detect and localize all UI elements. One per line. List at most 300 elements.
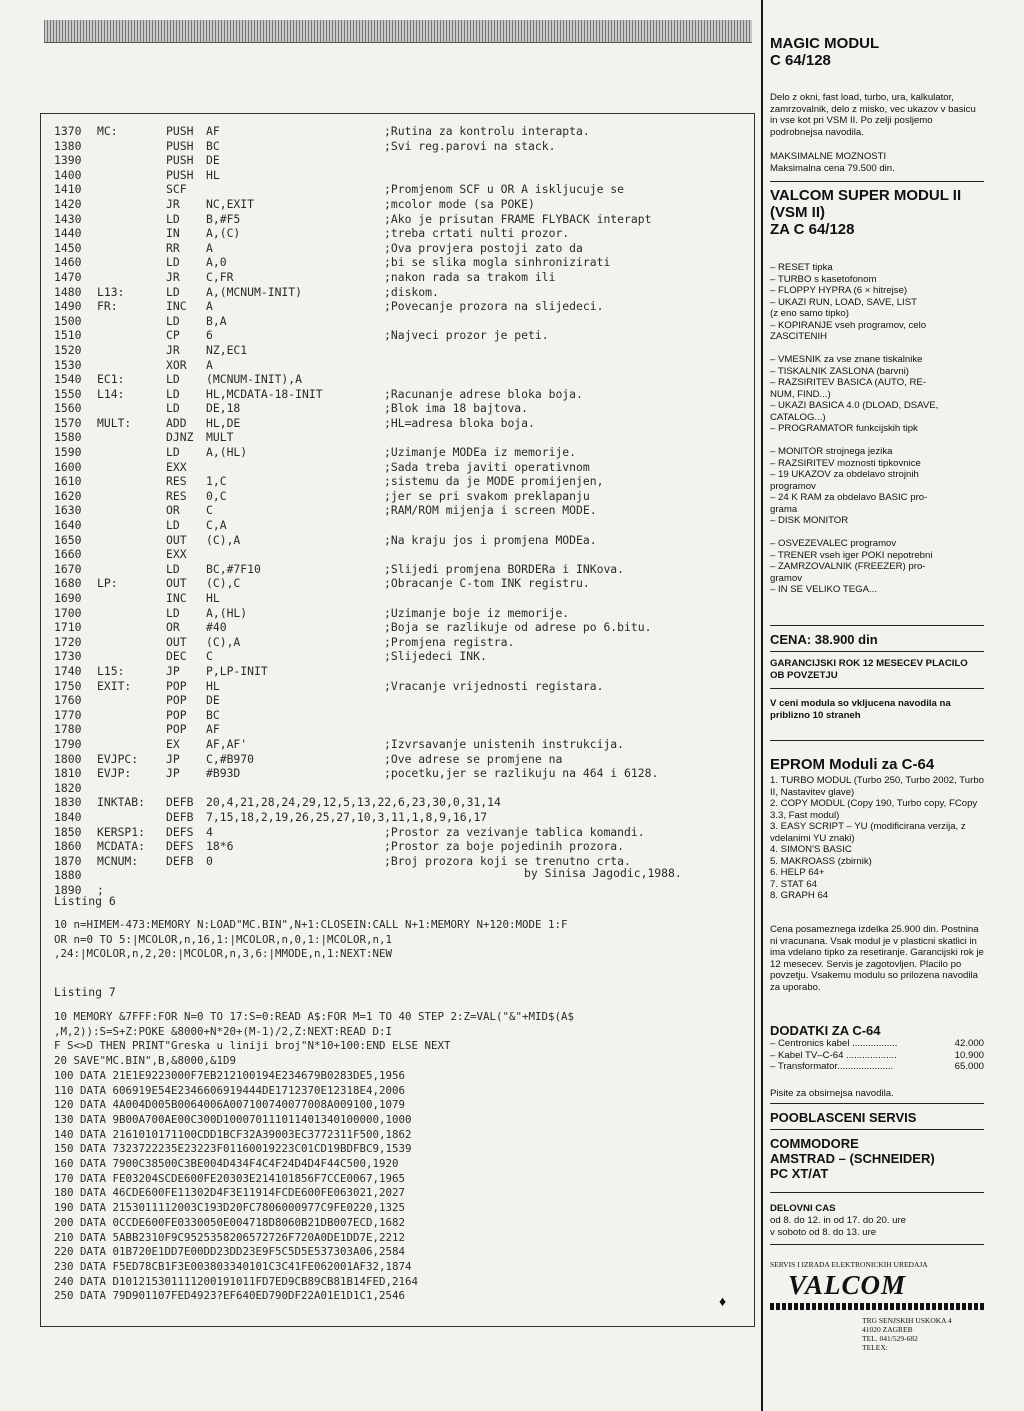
basic-line: ,M,2)):S=S+Z:POKE &8000+N*20+(M-1)/2,Z:NEXT:READ D:I [54,1024,393,1038]
vsm-feature: – UKAZI BASICA 4.0 (DLOAD, DSAVE, [770,400,939,411]
asm-line [54,343,744,358]
asm-label: ; [97,882,104,897]
vsm-feature: – RESET tipka [770,262,833,273]
asm-comment: ;Uzimanje MODEa iz memorije. [384,445,577,460]
asm-line [54,212,744,227]
decorative-top-strip [44,20,752,43]
asm-comment: ;Slijedeci INK. [384,649,487,664]
line-number: 1610 [54,474,82,489]
asm-comment: ;Racunanje adrese bloka boja. [384,386,583,401]
asm-opcode: LD [166,313,180,328]
asm-operand: 4 [206,824,213,839]
line-number: 1510 [54,328,82,343]
line-number: 1450 [54,240,82,255]
asm-comment: ;sistemu da je MODE promijenjen, [384,474,604,489]
asm-opcode: PUSH [166,153,194,168]
asm-line [54,241,744,256]
valcom-logo: VALCOM [788,1270,907,1300]
basic-line: 210 DATA 5ABB2310F9C9525358206572726F720A0DE1DD7E,2212 [54,1230,406,1244]
vsm-feature: – TRENER vseh iger POKI nepotrebni [770,549,933,561]
accessories-price-list [770,1038,984,1073]
accessory-row [770,1061,984,1073]
eprom-module: 5. MAKROASS (zbirnik) [770,855,872,867]
asm-line [54,358,744,373]
divider [770,740,984,741]
asm-comment: ;Broj prozora koji se trenutno crta. [384,853,631,868]
asm-comment: ;RAM/ROM mijenja i screen MODE. [384,503,597,518]
basic-line: 230 DATA F5ED78CB1F3E003803340101C3C41FE062001AF32,1874 [54,1259,412,1273]
vsm-feature: – PROGRAMATOR funkcijskih tipk [770,423,918,434]
line-number: 1720 [54,634,82,649]
asm-comment: ;Vracanje vrijednosti registara. [384,678,604,693]
asm-operand: #40 [206,620,227,635]
line-number: 1660 [54,547,82,562]
company-address: TRG SENJSKIH USKOKA 4 41020 ZAGREB TEL. 041/529-682 TELEX: [862,1316,952,1352]
asm-operand: NC,EXIT [206,196,255,211]
asm-line [54,489,744,504]
listing7-code [54,1010,744,1304]
asm-comment: ;Slijedi promjena BORDERa i INKova. [384,561,625,576]
asm-line [54,285,744,300]
basic-line: OR n=0 TO 5:|MCOLOR,n,16,1:|MCOLOR,n,0,1:|MCOLOR,n,1 [54,932,393,946]
vsm-feature: – TISKALNIK ZASLONA (barvni) [770,365,909,377]
column-divider [761,0,763,1411]
divider [770,651,984,652]
asm-line [54,722,744,737]
asm-comment: ;Rutina za kontrolu interapta. [384,124,590,138]
asm-operand: (C),A [206,634,241,649]
line-number: 1520 [54,342,82,357]
asm-comment: ;Boja se razlikuje od adrese po 6.bitu. [384,620,652,635]
asm-operand: 0 [206,853,213,868]
vsm-feature: – TURBO s kasetofonom [770,273,877,285]
basic-line: 170 DATA FE03204SCDE600FE20303E214101856F7CCE0067,1965 [54,1171,406,1185]
basic-line: 220 DATA 01B720E1DD7E00DD23DD23E9F5C5D5E537303A06,2584 [54,1245,406,1259]
service-title: POOBLASCENI SERVIS [770,1110,917,1125]
asm-operand: DE [206,693,220,708]
asm-label: MULT: [97,415,132,430]
vsm-feature: – VMESNIK za vse znane tiskalnike [770,354,923,365]
asm-comment: ;pocetku,jer se razlikuju na 464 i 6128. [384,766,659,781]
line-number: 1870 [54,853,82,868]
asm-operand: MULT [206,430,234,445]
asm-opcode: JR [166,342,180,357]
asm-comment: ;nakon rada sa trakom ili [384,269,556,284]
line-number: 1540 [54,372,82,387]
line-number: 1790 [54,736,82,751]
basic-line: F S<>D THEN PRINT"Greska u liniji broj"N*10+100:END ELSE NEXT [54,1039,451,1053]
accessory-row [770,1050,984,1062]
hours-title: DELOVNI CAS [770,1203,836,1214]
asm-operand: C,FR [206,269,234,284]
basic-line: 10 MEMORY &7FFF:FOR N=0 TO 17:S=0:READ A$:FOR M=1 TO 40 STEP 2:Z=VAL("&"+MID$(A$ [54,1010,575,1023]
asm-opcode: POP [166,678,187,693]
vsm-feature: programov [770,480,816,492]
asm-opcode: POP [166,707,187,722]
line-number: 1650 [54,532,82,547]
vsm-feature: – IN SE VELIKO TEGA... [770,584,877,595]
vsm-feature: – KOPIRANJE vseh programov, celo [770,319,927,331]
asm-operand: 0,C [206,488,227,503]
line-number: 1580 [54,430,82,445]
working-hours: od 8. do 12. in od 17. do 20. ure v soboto od 8. do 13. ure [770,1215,907,1238]
line-number: 1550 [54,386,82,401]
vsm-feature: – RAZSIRITEV BASICA (AUTO, RE- [770,377,927,388]
basic-line: 120 DATA 4A004D005B0064006A007100740077008A009100,1079 [54,1098,406,1112]
asm-line [54,620,744,635]
basic-line: 160 DATA 7900C38500C3BE004D434F4C4F24D4D4F44C500,1920 [54,1157,399,1171]
asm-operand: 6 [206,328,213,343]
asm-line [54,430,744,445]
asm-opcode: JP [166,751,180,766]
asm-opcode: JR [166,196,180,211]
basic-line: 100 DATA 21E1E9223000F7EB212100194E234679B0283DE5,1956 [54,1068,406,1082]
basic-line: 190 DATA 2153011112003C193D20FC7806000977C9FE0220,1325 [54,1201,406,1215]
asm-opcode: POP [166,693,187,708]
asm-opcode: LD [166,401,180,416]
line-number: 1850 [54,824,82,839]
basic-line: 250 DATA 79D901107FED4923?EF640ED790DF22A01E1D1C1,2546 [54,1289,406,1303]
asm-opcode: LD [166,445,180,460]
asm-line [54,795,744,810]
asm-comment: ;Izvrsavanje unistenih instrukcija. [384,736,625,751]
asm-line [54,299,744,314]
asm-line [54,503,744,518]
asm-opcode: JP [166,663,180,678]
asm-opcode: DEFB [166,853,194,868]
vsm-feature: – RAZSIRITEV moznosti tipkovnice [770,457,921,469]
asm-comment: ;Promjenom SCF u OR A iskljucuje se [384,182,625,197]
eprom-module: 4. SIMON'S BASIC [770,844,852,855]
asm-comment: ;Ove adrese se promjene na [384,751,563,766]
asm-line [54,139,744,154]
asm-comment: ;Sada treba javiti operativnom [384,459,590,474]
asm-opcode: EX [166,736,180,751]
asm-opcode: DEFS [166,824,194,839]
line-number: 1860 [54,839,82,854]
vsm-feature: gramov [770,572,802,584]
asm-line [54,255,744,270]
manual-note: V ceni modula so vkljucena navodila na priblizno 10 straneh [770,698,951,721]
asm-line [54,387,744,402]
asm-operand: HL [206,591,220,605]
asm-operand: A,(C) [206,226,241,241]
divider [770,1244,984,1245]
asm-opcode: LD [166,372,180,387]
divider [770,1103,984,1104]
asm-line [54,445,744,460]
end-marker-icon: ♦ [719,1293,727,1309]
line-number: 1670 [54,561,82,576]
asm-operand: DE,18 [206,401,241,416]
asm-line [54,635,744,650]
asm-opcode: DEFB [166,809,194,824]
asm-line [54,606,744,621]
asm-operand: 18*6 [206,839,234,854]
line-number: 1390 [54,153,82,168]
asm-line [54,518,744,533]
asm-operand: P,LP-INIT [206,663,268,678]
asm-opcode: INC [166,299,187,314]
line-number: 1750 [54,678,82,693]
asm-opcode: PUSH [166,167,194,182]
asm-operand: 20,4,21,28,24,29,12,5,13,22,6,23,30,0,31,14 [206,795,501,810]
divider [770,181,984,182]
asm-opcode: OUT [166,634,187,649]
asm-line [54,401,744,416]
line-number: 1590 [54,445,82,460]
vsm-feature: CATALOG...) [770,411,826,423]
eprom-module-list [770,775,984,902]
vsm-feature: – ZAMRZOVALNIK (FREEZER) pro- [770,561,926,572]
accessories-title: DODATKI ZA C-64 [770,1023,881,1038]
asm-line [54,708,744,723]
asm-label: L13: [97,284,125,299]
asm-comment: ;treba crtati nulti prozor. [384,226,570,241]
asm-line [54,226,744,241]
asm-operand: A,(MCNUM-INIT) [206,284,303,299]
accessory-row [770,1038,984,1050]
asm-operand: C,#B970 [206,751,255,766]
asm-label: MCDATA: [97,839,146,854]
vsm-feature: – 24 K RAM za obdelavo BASIC pro- [770,492,928,503]
asm-label: L15: [97,663,125,678]
eprom-description: Cena posameznega izdelka 25.900 din. Postnina ni vracunana. Vsak modul je v plasticni skatlici in ima vdelano tipko za resetiranje. Garancijski rok je 12 mesecev. Servis je zagotovljen. Placilo po povzetju. Vsakemu modulu so prilozena navodila za uporabo. [770,924,984,993]
asm-comment: ;bi se slika mogla sinhronizirati [384,255,611,270]
vsm-title: VALCOM SUPER MODUL II (VSM II) ZA C 64/128 [770,187,962,238]
line-number: 1840 [54,809,82,824]
asm-line [54,649,744,664]
asm-opcode: RR [166,240,180,255]
asm-line [54,533,744,548]
asm-line [54,474,744,489]
eprom-title: EPROM Moduli za C-64 [770,756,935,773]
asm-line [54,591,744,606]
vsm-feature: – DISK MONITOR [770,515,849,526]
asm-operand: A [206,240,213,255]
asm-operand: #B93D [206,766,241,781]
asm-line [54,737,744,752]
asm-comment: ;Obracanje C-tom INK registru. [384,576,590,591]
asm-label: EC1: [97,372,125,387]
asm-operand: HL,MCDATA-18-INIT [206,386,323,401]
asm-line [54,547,744,562]
asm-opcode: RES [166,488,187,503]
asm-operand: BC,#7F10 [206,561,261,576]
asm-line [54,766,744,781]
asm-opcode: JP [166,766,180,781]
asm-label: L14: [97,386,125,401]
divider [770,1129,984,1130]
line-number: 1460 [54,255,82,270]
asm-comment: ;Prostor za boje pojedinih prozora. [384,839,625,854]
vsm-feature: NUM, FIND...) [770,388,831,400]
line-number: 1410 [54,182,82,197]
line-number: 1500 [54,313,82,328]
basic-line: ,24:|MCOLOR,n,2,20:|MCOLOR,n,3,6:|MMODE,n,1:NEXT:NEW [54,947,393,961]
asm-comment: ;HL=adresa bloka boja. [384,415,535,430]
asm-comment: ;Prostor za vezivanje tablica komandi. [384,824,645,839]
asm-line [54,825,744,840]
asm-line [54,839,744,854]
asm-opcode: DEFS [166,839,194,854]
asm-comment: ;Ova provjera postoji zato da [384,240,583,255]
asm-comment: ;Povecanje prozora na slijedeci. [384,299,604,314]
asm-operand: B,A [206,313,227,328]
author-byline: by Sinisa Jagodic,1988. [524,866,682,880]
asm-line [54,460,744,475]
vsm-feature: – 19 UKAZOV za obdelavo strojnih [770,469,919,480]
line-number: 1830 [54,795,82,810]
asm-operand: (C),C [206,576,241,591]
vsm-feature: – MONITOR strojnega jezika [770,446,893,457]
asm-label: EVJPC: [97,751,139,766]
asm-line [54,168,744,183]
vsm-feature [770,343,984,355]
line-number: 1630 [54,503,82,518]
asm-label: KERSP1: [97,824,146,839]
supported-brands: COMMODORE AMSTRAD – (SCHNEIDER) PC XT/AT [770,1136,935,1181]
asm-opcode: XOR [166,357,187,372]
asm-opcode: OUT [166,532,187,547]
basic-line: 20 SAVE"MC.BIN",B,&8000,&1D9 [54,1054,237,1068]
asm-operand: B,#F5 [206,211,241,226]
asm-operand: BC [206,707,220,722]
line-number: 1440 [54,226,82,241]
line-number: 1560 [54,401,82,416]
asm-operand: AF [206,722,220,737]
asm-operand: HL [206,678,220,693]
eprom-module: 1. TURBO MODUL (Turbo 250, Turbo 2002, Turbo II, Nastavitev glave) [770,775,984,798]
eprom-module: 8. GRAPH 64 [770,890,829,901]
asm-opcode: SCF [166,182,187,197]
line-number: 1770 [54,707,82,722]
line-number: 1730 [54,649,82,664]
listing7-heading: Listing 7 [54,985,116,999]
line-number: 1810 [54,766,82,781]
line-number: 1620 [54,488,82,503]
asm-operand: NZ,EC1 [206,342,248,357]
asm-opcode: DEFB [166,795,194,810]
asm-opcode: LD [166,561,180,576]
basic-line: 200 DATA 0CCDE600FE0330050E004718D8060B21DB007ECD,1682 [54,1215,406,1229]
asm-line [54,576,744,591]
accessory-price: 65.000 [954,1061,984,1072]
asm-comment: ;Najveci prozor je peti. [384,328,549,343]
line-number: 1480 [54,284,82,299]
vsm-feature: – UKAZI RUN, LOAD, SAVE, LIST [770,296,917,308]
asm-opcode: DJNZ [166,430,194,445]
asm-line [54,372,744,387]
line-number: 1400 [54,167,82,182]
asm-line [54,314,744,329]
asm-opcode: EXX [166,547,187,562]
listing6-heading: Listing 6 [54,894,116,908]
asm-operand: HL [206,167,220,182]
basic-line: 150 DATA 7323722235E23223F01160019223C01CD19BDFBC9,1539 [54,1142,412,1156]
asm-opcode: INC [166,591,187,605]
asm-line [54,781,744,796]
basic-line: 10 n=HIMEM-473:MEMORY N:LOAD"MC.BIN",N+1:CLOSEIN:CALL N+1:MEMORY N+120:MODE 1:F [54,918,568,931]
line-number: 1490 [54,299,82,314]
asm-opcode: PUSH [166,138,194,153]
asm-operand: A,(HL) [206,445,248,460]
asm-operand: HL,DE [206,415,241,430]
asm-operand: A,0 [206,255,227,270]
asm-comment: ;Blok ima 18 bajtova. [384,401,529,416]
asm-label: MC: [97,124,118,138]
divider [770,625,984,626]
asm-label: EVJP: [97,766,132,781]
asm-opcode: EXX [166,459,187,474]
assembly-listing [54,124,744,897]
line-number: 1680 [54,576,82,591]
accessory-name: – Transformator..................... [770,1061,894,1072]
vsm-feature: (z eno samo tipko) [770,308,849,319]
accessory-price: 10.900 [954,1049,984,1061]
vsm-feature: – FLOPPY HYPRA (6 × hitrejse) [770,285,908,296]
line-number: 1380 [54,138,82,153]
vsm-feature: grama [770,503,798,515]
asm-operand: C [206,649,213,664]
asm-comment: ;jer se pri svakom preklapanju [384,488,590,503]
line-number: 1740 [54,663,82,678]
asm-opcode: CP [166,328,180,343]
basic-line: 180 DATA 46CDE600FE11302D4F3E11914FCDE600FE063021,2027 [54,1186,406,1200]
basic-line: 130 DATA 9B00A700AE00C300D100070111011401340100000,1000 [54,1112,412,1126]
line-number: 1600 [54,459,82,474]
asm-operand: C [206,503,213,518]
divider [770,688,984,689]
line-number: 1880 [54,868,82,883]
asm-comment: ;mcolor mode (sa POKE) [384,196,535,211]
line-number: 1530 [54,357,82,372]
eprom-module: 6. HELP 64+ [770,867,825,878]
asm-line [54,883,744,898]
asm-opcode: LD [166,386,180,401]
asm-opcode: LD [166,211,180,226]
asm-opcode: LD [166,605,180,620]
asm-label: MCNUM: [97,853,139,868]
asm-line [54,693,744,708]
asm-opcode: LD [166,255,180,270]
line-number: 1570 [54,415,82,430]
asm-operand: (C),A [206,532,241,547]
asm-opcode: POP [166,722,187,737]
asm-operand: AF [206,124,220,138]
asm-line [54,270,744,285]
asm-label: LP: [97,576,118,591]
asm-line [54,182,744,197]
asm-line [54,810,744,825]
logo-tagline: SERVIS I IZRADA ELEKTRONICKIH UREDAJA [770,1260,928,1269]
asm-opcode: DEC [166,649,187,664]
asm-line [54,197,744,212]
asm-comment: ;Uzimanje boje iz memorije. [384,605,570,620]
asm-comment: ;Na kraju jos i promjena MODEa. [384,532,597,547]
asm-opcode: RES [166,474,187,489]
asm-line [54,153,744,168]
accessory-name: – Kabel TV–C-64 ................... [770,1049,897,1061]
basic-line: 240 DATA D101215301111200191011FD7ED9CB89CB81B14FED,2164 [54,1274,419,1288]
magic-modul-description: Delo z okni, fast load, turbo, ura, kalkulator, zamrzovalnik, delo z misko, vec ukazov v basicu in vse kot pri VSM II. Po zelji posljemo podrobnejsa navodila. [770,92,976,138]
asm-operand: 7,15,18,2,19,26,25,27,10,3,11,1,8,9,16,17 [206,809,488,824]
asm-opcode: ADD [166,415,187,430]
asm-operand: BC [206,138,220,153]
vsm-feature: ZASCITENIH [770,331,828,342]
asm-operand: (MCNUM-INIT),A [206,372,303,387]
basic-line: 140 DATA 2161010171100CDD1BCF32A39003EC3772311F500,1862 [54,1127,412,1141]
